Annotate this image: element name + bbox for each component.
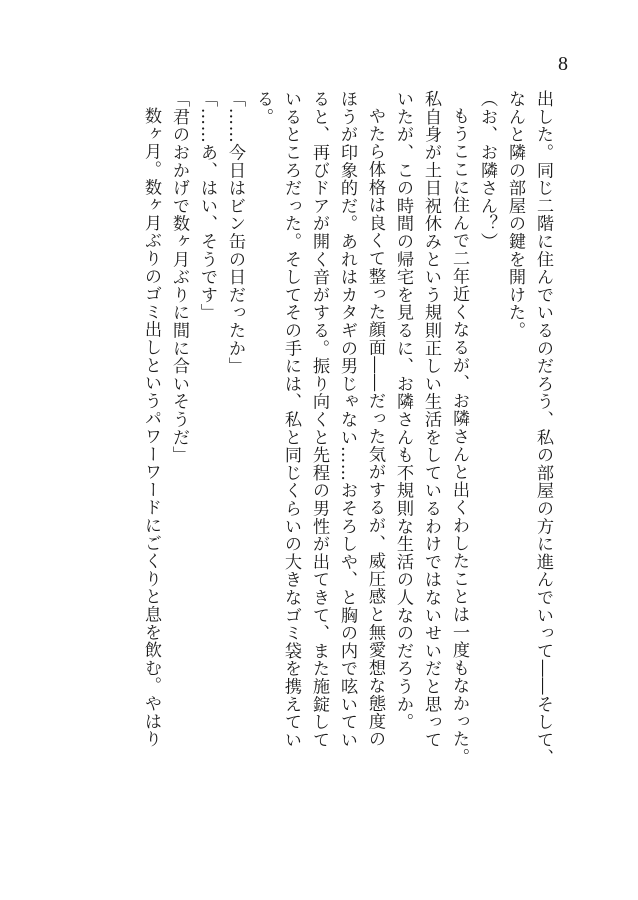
text-line-5: 私自身が土日祝休みという規則正しい生活をしているわけではないせいだと思って — [421, 90, 441, 749]
page-number: 8 — [558, 53, 568, 75]
text-line-2: なんと隣の部屋の鍵を開けた。 — [505, 90, 525, 340]
text-line-3: （お、お隣さん？） — [477, 90, 497, 251]
text-line-6: いたが、この時間の帰宅を見るに、お隣さんも不規則な生活の人なのだろうか。 — [393, 90, 413, 731]
text-line-9: ると、再びドアが開く音がする。振り向くと先程の男性が出てきて、また施錠して — [309, 90, 329, 749]
text-line-11: る。 — [253, 90, 273, 126]
dialogue-line-1: 「……今日はビン缶の日だったか」 — [225, 90, 245, 375]
text-line-4: もうここに住んで二年近くなるが、お隣さんと出くわしたことは一度もなかった。 — [449, 107, 469, 766]
text-line-12: 数ヶ月。数ヶ月ぶりのゴミ出しというパワーワードにごくりと息を飲む。やはり — [141, 107, 161, 748]
text-line-7: やたら体格は良くて整った顔面――だった気がするが、威圧感と無愛想な態度の — [365, 107, 385, 748]
text-line-8: ほうが印象的だ。あれはカタギの男じゃない……おそろしや、と胸の内で呟いてい — [337, 90, 357, 749]
dialogue-line-3: 「君のおかげで数ヶ月ぶりに間に合いそうだ」 — [169, 90, 189, 464]
text-line-1: 出した。同じ二階に住んでいるのだろう、私の部屋の方に進んでいって――そして、 — [533, 90, 553, 767]
dialogue-line-2: 「……あ、はい、そうです」 — [197, 90, 217, 322]
text-line-10: いるところだった。そしてその手には、私と同じくらいの大きなゴミ袋を携えてい — [281, 90, 301, 749]
